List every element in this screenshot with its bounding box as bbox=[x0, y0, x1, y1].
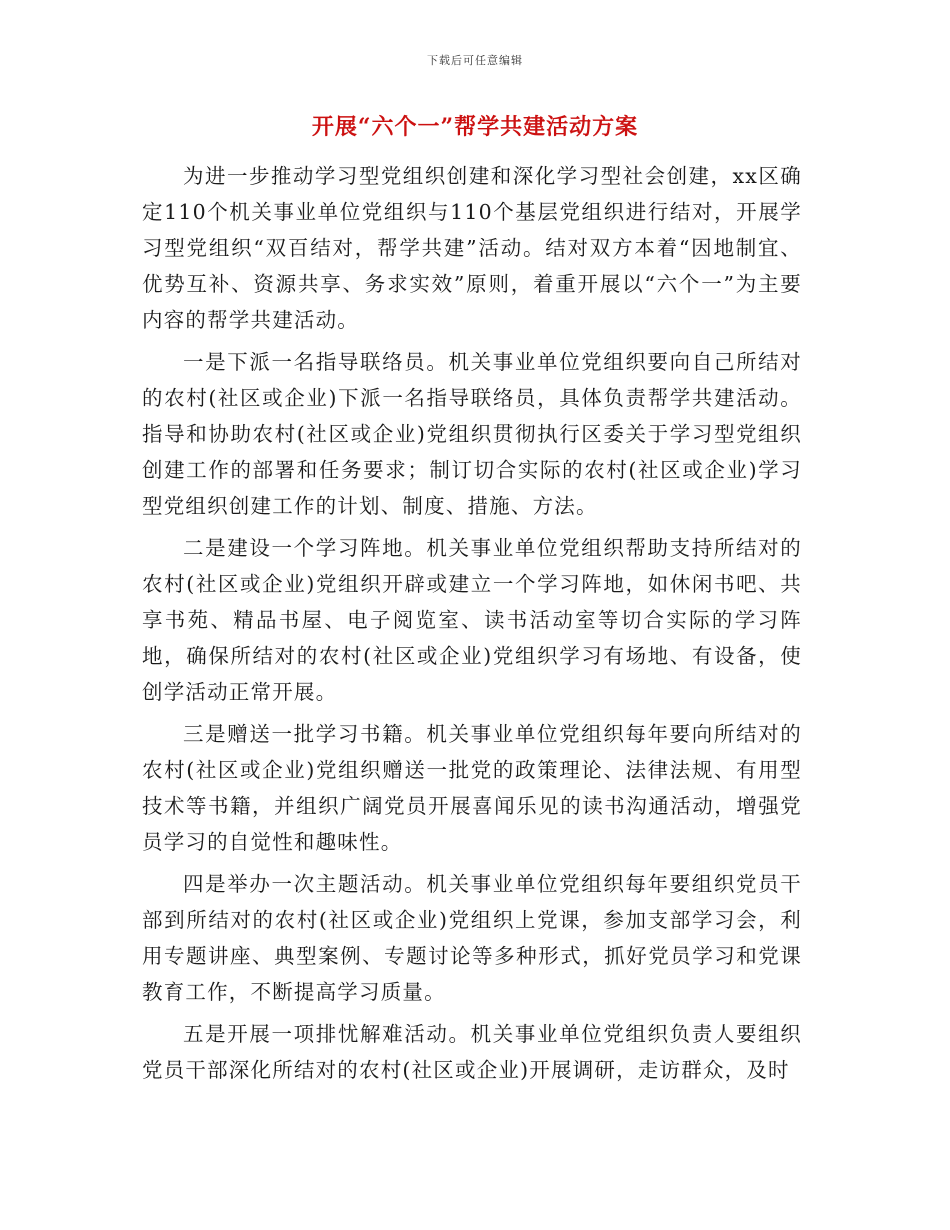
document-title: 开展“六个一”帮学共建活动方案 bbox=[311, 114, 639, 140]
page-header-note: 下载后可任意编辑 bbox=[427, 54, 523, 67]
paragraph-item-2: 二是建设一个学习阵地。机关事业单位党组织帮助支持所结对的农村(社区或企业)党组织开辟或建立一个学习阵地，如休闲书吧、共享书苑、精品书屋、电子阅览室、读书活动室等切合实际的学习阵地，确保所结对的农村(社区或企业)党组织学习有场地、有设备，使创学活动正常开展。 bbox=[142, 536, 802, 704]
document-body bbox=[142, 158, 802, 1094]
paragraph-item-1: 一是下派一名指导联络员。机关事业单位党组织要向自己所结对的农村(社区或企业)下派一名指导联络员，具体负责帮学共建活动。指导和协助农村(社区或企业)党组织贯彻执行区委关于学习型党组织创建工作的部署和任务要求；制订切合实际的农村(社区或企业)学习型党组织创建工作的计划、制度、措施、方法。 bbox=[142, 350, 802, 518]
paragraph-item-5: 五是开展一项排忧解难活动。机关事业单位党组织负责人要组织党员干部深化所结对的农村(社区或企业)开展调研，走访群众，及时 bbox=[142, 1022, 802, 1082]
paragraph-item-3: 三是赠送一批学习书籍。机关事业单位党组织每年要向所结对的农村(社区或企业)党组织赠送一批党的政策理论、法律法规、有用型技术等书籍，并组织广阔党员开展喜闻乐见的读书沟通活动，增强党员学习的自觉性和趣味性。 bbox=[142, 722, 802, 854]
paragraph-intro: 为进一步推动学习型党组织创建和深化学习型社会创建，xx区确定110个机关事业单位党组织与110个基层党组织进行结对，开展学习型党组织“双百结对，帮学共建”活动。结对双方本着“因地制宜、优势互补、资源共享、务求实效”原则，着重开展以“六个一”为主要内容的帮学共建活动。 bbox=[142, 164, 802, 332]
paragraph-item-4: 四是举办一次主题活动。机关事业单位党组织每年要组织党员干部到所结对的农村(社区或企业)党组织上党课，参加支部学习会，利用专题讲座、典型案例、专题讨论等多种形式，抓好党员学习和党课教育工作，不断提高学习质量。 bbox=[142, 872, 802, 1004]
